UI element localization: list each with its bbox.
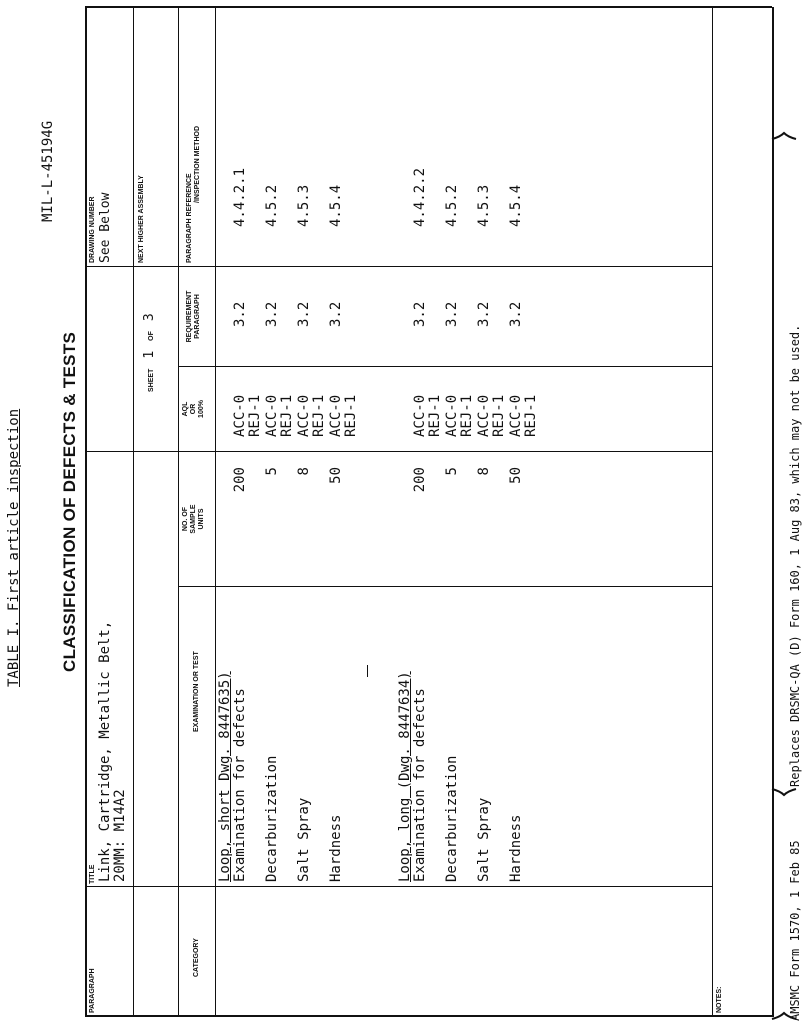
category-divider	[85, 886, 712, 887]
aql-divider	[178, 366, 712, 367]
border-right	[85, 6, 772, 8]
reference-header: PARAGRAPH REFERENCE /INSPECTION METHOD	[186, 125, 201, 263]
samples-cell: 50	[508, 467, 524, 484]
form-title: CLASSIFICATION OF DEFECTS & TESTS	[60, 331, 79, 672]
exam-cell: Salt Spray	[476, 797, 492, 882]
reference-cell: 4.5.3	[296, 184, 312, 227]
right-brace-mark	[772, 133, 796, 139]
requirement-cell: 3.2	[412, 301, 428, 327]
examination-divider	[178, 586, 712, 587]
rej-cell: REJ-1	[279, 394, 295, 437]
exam-cell: Examination for defects	[232, 688, 248, 882]
reference-cell: 4.5.4	[328, 184, 344, 227]
acc-cell: ACC-0	[508, 394, 524, 437]
title-label: TITLE	[89, 864, 96, 884]
sheet-total: 3	[142, 313, 157, 322]
stray-mark	[367, 665, 368, 677]
border-left	[85, 1015, 772, 1017]
samples-cell: 8	[476, 467, 492, 476]
title-text	[98, 621, 128, 882]
aql-header: AQL OR 100%	[182, 400, 205, 418]
notes-divider	[712, 7, 713, 1017]
reference-cell: 4.4.2.1	[232, 167, 248, 227]
drawing-number-value: See Below	[98, 192, 113, 263]
rej-cell: REJ-1	[427, 394, 443, 437]
rej-cell: REJ-1	[459, 394, 475, 437]
requirement-header: REQUIREMENT PARAGRAPH	[186, 290, 201, 343]
exam-cell: Examination for defects	[412, 688, 428, 882]
requirement-divider	[85, 266, 712, 267]
table-caption: TABLE I. First article inspection	[6, 408, 22, 687]
acc-cell: ACC-0	[412, 394, 428, 437]
samples-cell: 8	[296, 467, 312, 476]
group-heading: Loop, short Dwg. 8447635)	[217, 671, 233, 882]
column-header-divider	[178, 7, 179, 1017]
requirement-cell: 3.2	[444, 301, 460, 327]
border-top	[85, 7, 87, 1017]
sheet-of: OF	[148, 331, 155, 341]
requirement-cell: 3.2	[232, 301, 248, 327]
samples-cell: 200	[412, 467, 428, 493]
sheet-info	[140, 313, 158, 392]
next-higher-assembly-label: NEXT HIGHER ASSEMBLY	[138, 175, 145, 263]
sample-divider	[85, 451, 712, 452]
drawing-divider	[133, 7, 134, 267]
samples-cell: 200	[232, 467, 248, 493]
acc-cell: ACC-0	[444, 394, 460, 437]
drawing-number-label: DRAWING NUMBER	[89, 196, 96, 263]
replaces-note: Replaces DRSMC-QA (D) Form 160, 1 Aug 83, which may not be used.	[788, 324, 802, 787]
examination-header: EXAMINATION OR TEST	[193, 651, 200, 732]
exam-cell: Decarburization	[264, 755, 280, 882]
requirement-cell: 3.2	[508, 301, 524, 327]
acc-cell: ACC-0	[232, 394, 248, 437]
reference-cell: 4.4.2.2	[412, 167, 428, 227]
notes-label: NOTES:	[716, 986, 723, 1013]
acc-cell: ACC-0	[296, 394, 312, 437]
reference-cell: 4.5.2	[264, 184, 280, 227]
acc-cell: ACC-0	[328, 394, 344, 437]
document-id: MIL-L-45194G	[40, 120, 56, 222]
reference-cell: 4.5.3	[476, 184, 492, 227]
requirement-cell: 3.2	[296, 301, 312, 327]
exam-cell: Hardness	[508, 814, 524, 882]
reference-cell: 4.5.2	[444, 184, 460, 227]
exam-cell: Decarburization	[444, 755, 460, 882]
exam-cell: Hardness	[328, 814, 344, 882]
acc-cell: ACC-0	[476, 394, 492, 437]
column-header-bottom	[215, 7, 216, 1017]
requirement-cell: 3.2	[476, 301, 492, 327]
reference-cell: 4.5.4	[508, 184, 524, 227]
rej-cell: REJ-1	[523, 394, 539, 437]
paragraph-label: PARAGRAPH	[89, 968, 96, 1013]
form-number: AMSMC Form 1570, 1 Feb 85	[788, 840, 802, 1021]
sample-units-header: NO. OF SAMPLE UNITS	[182, 504, 205, 534]
rej-cell: REJ-1	[491, 394, 507, 437]
group-heading: Loop, long (Dwg. 8447634)	[397, 671, 413, 882]
requirement-cell: 3.2	[264, 301, 280, 327]
rej-cell: REJ-1	[343, 394, 359, 437]
acc-cell: ACC-0	[264, 394, 280, 437]
samples-cell: 5	[444, 467, 460, 476]
samples-cell: 5	[264, 467, 280, 476]
sheet-label: SHEET	[148, 368, 155, 392]
exam-cell: Salt Spray	[296, 797, 312, 882]
rej-cell: REJ-1	[247, 394, 263, 437]
requirement-cell: 3.2	[328, 301, 344, 327]
sheet-number: 1	[142, 350, 157, 359]
rej-cell: REJ-1	[311, 394, 327, 437]
title-line-1: Link, Cartridge, Metallic Belt,	[97, 620, 113, 882]
title-line-2: 20MM: M14A2	[112, 789, 128, 882]
category-header: CATEGORY	[193, 938, 200, 977]
middle-brace-mark	[772, 789, 796, 795]
samples-cell: 50	[328, 467, 344, 484]
